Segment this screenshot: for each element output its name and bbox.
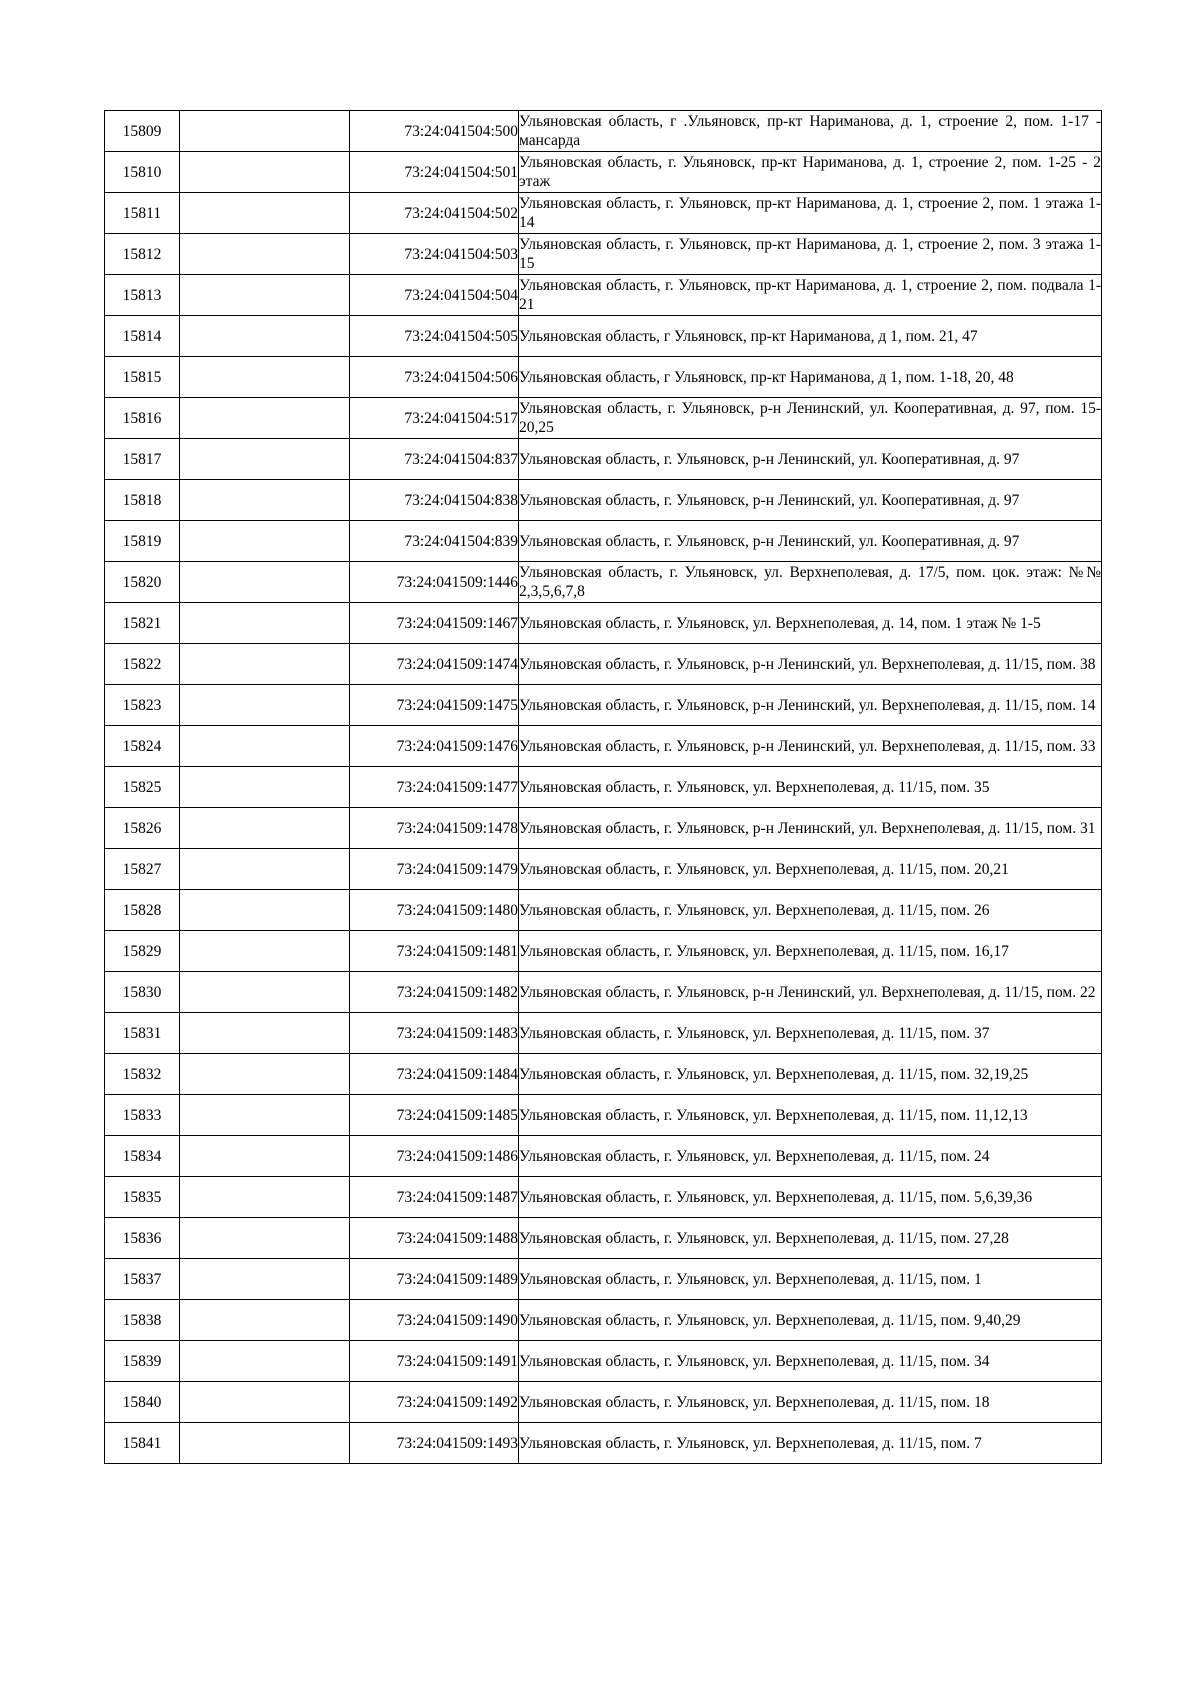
address-text: Ульяновская область, г. Ульяновск, ул. Верхнеполевая, д. 11/15, пом. 16,17 xyxy=(519,942,1009,960)
row-number-cell: 15839 xyxy=(105,1341,180,1382)
table-row xyxy=(105,890,1102,931)
empty-cell xyxy=(180,562,350,603)
address-text: Ульяновская область, г. Ульяновск, р-н Ленинский, ул. Верхнеполевая, д. 11/15, пом. 22 xyxy=(519,983,1096,1001)
cadastral-number-cell: 73:24:041504:500 xyxy=(350,111,519,152)
empty-cell xyxy=(180,685,350,726)
address-text: Ульяновская область, г. Ульяновск, ул. Верхнеполевая, д. 11/15, пом. 20,21 xyxy=(519,860,1009,878)
table-row xyxy=(105,931,1102,972)
row-number-cell: 15816 xyxy=(105,398,180,439)
cadastral-number-cell: 73:24:041509:1446 xyxy=(350,562,519,603)
empty-cell xyxy=(180,357,350,398)
address-text: Ульяновская область, г. Ульяновск, ул. Верхнеполевая, д. 11/15, пом. 37 xyxy=(519,1024,990,1042)
address-cell xyxy=(519,521,1102,562)
empty-cell xyxy=(180,808,350,849)
cadastral-number-cell: 73:24:041509:1485 xyxy=(350,1095,519,1136)
empty-cell xyxy=(180,1054,350,1095)
empty-cell xyxy=(180,521,350,562)
row-number-cell: 15840 xyxy=(105,1382,180,1423)
cadastral-number-cell: 73:24:041509:1493 xyxy=(350,1423,519,1464)
address-text: Ульяновская область, г. Ульяновск, пр-кт Нариманова, д. 1, строение 2, пом. 1-25 - 2 этаж xyxy=(519,154,1101,190)
row-number-cell: 15823 xyxy=(105,685,180,726)
row-number-cell: 15820 xyxy=(105,562,180,603)
address-text: Ульяновская область, г. Ульяновск, ул. Верхнеполевая, д. 11/15, пом. 5,6,39,36 xyxy=(519,1188,1033,1206)
address-cell xyxy=(519,316,1102,357)
cadastral-number-cell: 73:24:041509:1490 xyxy=(350,1300,519,1341)
row-number-cell: 15813 xyxy=(105,275,180,316)
table-row xyxy=(105,152,1102,193)
row-number-cell: 15822 xyxy=(105,644,180,685)
empty-cell xyxy=(180,316,350,357)
address-text: Ульяновская область, г. Ульяновск, р-н Ленинский, ул. Верхнеполевая, д. 11/15, пом. 38 xyxy=(519,655,1096,673)
row-number-cell: 15829 xyxy=(105,931,180,972)
empty-cell xyxy=(180,1341,350,1382)
row-number-cell: 15831 xyxy=(105,1013,180,1054)
address-cell xyxy=(519,398,1102,439)
address-cell xyxy=(519,1341,1102,1382)
cadastral-number-cell: 73:24:041509:1486 xyxy=(350,1136,519,1177)
table-row xyxy=(105,521,1102,562)
table-row xyxy=(105,1382,1102,1423)
row-number-cell: 15834 xyxy=(105,1136,180,1177)
empty-cell xyxy=(180,1300,350,1341)
address-text: Ульяновская область, г. Ульяновск, р-н Ленинский, ул. Кооперативная, д. 97 xyxy=(519,450,1020,468)
address-cell xyxy=(519,1423,1102,1464)
table-row xyxy=(105,1218,1102,1259)
address-text: Ульяновская область, г .Ульяновск, пр-кт Нариманова, д. 1, строение 2, пом. 1-17 - мансарда xyxy=(519,113,1101,149)
address-cell xyxy=(519,1218,1102,1259)
row-number-cell: 15812 xyxy=(105,234,180,275)
table-row xyxy=(105,1136,1102,1177)
cadastral-number-cell: 73:24:041509:1478 xyxy=(350,808,519,849)
table-row xyxy=(105,357,1102,398)
empty-cell xyxy=(180,603,350,644)
table-row xyxy=(105,644,1102,685)
address-text: Ульяновская область, г. Ульяновск, р-н Ленинский, ул. Кооперативная, д. 97 xyxy=(519,532,1020,550)
address-text: Ульяновская область, г. Ульяновск, ул. Верхнеполевая, д. 14, пом. 1 этаж № 1-5 xyxy=(519,614,1041,632)
cadastral-number-cell: 73:24:041504:838 xyxy=(350,480,519,521)
row-number-cell: 15815 xyxy=(105,357,180,398)
address-text: Ульяновская область, г. Ульяновск, пр-кт Нариманова, д. 1, строение 2, пом. подвала 1-21 xyxy=(519,277,1101,313)
table-row xyxy=(105,480,1102,521)
row-number-cell: 15841 xyxy=(105,1423,180,1464)
cadastral-number-cell: 73:24:041504:503 xyxy=(350,234,519,275)
cadastral-number-cell: 73:24:041509:1487 xyxy=(350,1177,519,1218)
table-row xyxy=(105,1259,1102,1300)
address-cell xyxy=(519,357,1102,398)
address-text: Ульяновская область, г. Ульяновск, р-н Ленинский, ул. Верхнеполевая, д. 11/15, пом. 33 xyxy=(519,737,1096,755)
address-cell xyxy=(519,972,1102,1013)
address-text: Ульяновская область, г. Ульяновск, ул. Верхнеполевая, д. 11/15, пом. 35 xyxy=(519,778,990,796)
empty-cell xyxy=(180,1382,350,1423)
address-text: Ульяновская область, г. Ульяновск, ул. Верхнеполевая, д. 11/15, пом. 27,28 xyxy=(519,1229,1009,1247)
empty-cell xyxy=(180,152,350,193)
table-row xyxy=(105,193,1102,234)
address-cell xyxy=(519,275,1102,316)
table-row xyxy=(105,603,1102,644)
cadastral-number-cell: 73:24:041504:837 xyxy=(350,439,519,480)
address-cell xyxy=(519,685,1102,726)
row-number-cell: 15814 xyxy=(105,316,180,357)
row-number-cell: 15836 xyxy=(105,1218,180,1259)
row-number-cell: 15809 xyxy=(105,111,180,152)
cadastral-number-cell: 73:24:041509:1481 xyxy=(350,931,519,972)
address-cell xyxy=(519,890,1102,931)
table-row xyxy=(105,849,1102,890)
table-row xyxy=(105,726,1102,767)
table-row xyxy=(105,1423,1102,1464)
empty-cell xyxy=(180,1423,350,1464)
table-row xyxy=(105,972,1102,1013)
address-text: Ульяновская область, г. Ульяновск, ул. Верхнеполевая, д. 11/15, пом. 26 xyxy=(519,901,990,919)
empty-cell xyxy=(180,275,350,316)
table-row xyxy=(105,1013,1102,1054)
table-row xyxy=(105,111,1102,152)
empty-cell xyxy=(180,644,350,685)
row-number-cell: 15830 xyxy=(105,972,180,1013)
empty-cell xyxy=(180,849,350,890)
empty-cell xyxy=(180,193,350,234)
address-cell xyxy=(519,767,1102,808)
address-text: Ульяновская область, г. Ульяновск, ул. Верхнеполевая, д. 11/15, пом. 34 xyxy=(519,1352,990,1370)
address-text: Ульяновская область, г. Ульяновск, ул. Верхнеполевая, д. 11/15, пом. 1 xyxy=(519,1270,982,1288)
row-number-cell: 15810 xyxy=(105,152,180,193)
address-cell xyxy=(519,1095,1102,1136)
row-number-cell: 15835 xyxy=(105,1177,180,1218)
table-row xyxy=(105,808,1102,849)
table-row xyxy=(105,398,1102,439)
address-cell xyxy=(519,644,1102,685)
empty-cell xyxy=(180,890,350,931)
cadastral-number-cell: 73:24:041504:502 xyxy=(350,193,519,234)
address-text: Ульяновская область, г. Ульяновск, ул. Верхнеполевая, д. 17/5, пом. цок. этаж: №№ 2,3,5,6,7,8 xyxy=(519,564,1101,600)
address-cell xyxy=(519,480,1102,521)
row-number-cell: 15811 xyxy=(105,193,180,234)
address-cell xyxy=(519,439,1102,480)
row-number-cell: 15821 xyxy=(105,603,180,644)
address-cell xyxy=(519,152,1102,193)
table-row xyxy=(105,767,1102,808)
cadastral-number-cell: 73:24:041509:1482 xyxy=(350,972,519,1013)
empty-cell xyxy=(180,1259,350,1300)
address-cell xyxy=(519,849,1102,890)
registry-table xyxy=(104,110,1102,1464)
address-text: Ульяновская область, г. Ульяновск, ул. Верхнеполевая, д. 11/15, пом. 11,12,13 xyxy=(519,1106,1028,1124)
address-cell xyxy=(519,1382,1102,1423)
address-text: Ульяновская область, г. Ульяновск, р-н Ленинский, ул. Кооперативная, д. 97 xyxy=(519,491,1020,509)
cadastral-number-cell: 73:24:041509:1479 xyxy=(350,849,519,890)
cadastral-number-cell: 73:24:041509:1488 xyxy=(350,1218,519,1259)
cadastral-number-cell: 73:24:041509:1492 xyxy=(350,1382,519,1423)
address-text: Ульяновская область, г. Ульяновск, ул. Верхнеполевая, д. 11/15, пом. 32,19,25 xyxy=(519,1065,1029,1083)
table-row xyxy=(105,1054,1102,1095)
row-number-cell: 15828 xyxy=(105,890,180,931)
cadastral-number-cell: 73:24:041504:839 xyxy=(350,521,519,562)
cadastral-number-cell: 73:24:041509:1489 xyxy=(350,1259,519,1300)
empty-cell xyxy=(180,111,350,152)
table-row xyxy=(105,439,1102,480)
address-cell xyxy=(519,1013,1102,1054)
address-text: Ульяновская область, г Ульяновск, пр-кт Нариманова, д 1, пом. 21, 47 xyxy=(519,327,978,345)
cadastral-number-cell: 73:24:041504:501 xyxy=(350,152,519,193)
table-row xyxy=(105,1341,1102,1382)
address-text: Ульяновская область, г. Ульяновск, ул. Верхнеполевая, д. 11/15, пом. 9,40,29 xyxy=(519,1311,1021,1329)
row-number-cell: 15824 xyxy=(105,726,180,767)
cadastral-number-cell: 73:24:041509:1483 xyxy=(350,1013,519,1054)
row-number-cell: 15837 xyxy=(105,1259,180,1300)
address-text: Ульяновская область, г. Ульяновск, ул. Верхнеполевая, д. 11/15, пом. 24 xyxy=(519,1147,990,1165)
empty-cell xyxy=(180,1177,350,1218)
address-cell xyxy=(519,562,1102,603)
cadastral-number-cell: 73:24:041509:1477 xyxy=(350,767,519,808)
row-number-cell: 15827 xyxy=(105,849,180,890)
empty-cell xyxy=(180,972,350,1013)
address-cell xyxy=(519,1300,1102,1341)
cadastral-number-cell: 73:24:041504:505 xyxy=(350,316,519,357)
cadastral-number-cell: 73:24:041509:1491 xyxy=(350,1341,519,1382)
table-row xyxy=(105,316,1102,357)
cadastral-number-cell: 73:24:041504:504 xyxy=(350,275,519,316)
address-cell xyxy=(519,1259,1102,1300)
address-cell xyxy=(519,603,1102,644)
address-cell xyxy=(519,1177,1102,1218)
address-text: Ульяновская область, г. Ульяновск, пр-кт Нариманова, д. 1, строение 2, пом. 1 этажа 1-14 xyxy=(519,195,1101,231)
row-number-cell: 15817 xyxy=(105,439,180,480)
table-row xyxy=(105,1095,1102,1136)
address-cell xyxy=(519,1136,1102,1177)
registry-table-body xyxy=(105,111,1102,1464)
cadastral-number-cell: 73:24:041509:1474 xyxy=(350,644,519,685)
empty-cell xyxy=(180,234,350,275)
empty-cell xyxy=(180,1136,350,1177)
cadastral-number-cell: 73:24:041509:1467 xyxy=(350,603,519,644)
empty-cell xyxy=(180,398,350,439)
empty-cell xyxy=(180,767,350,808)
row-number-cell: 15826 xyxy=(105,808,180,849)
cadastral-number-cell: 73:24:041509:1480 xyxy=(350,890,519,931)
address-cell xyxy=(519,111,1102,152)
table-row xyxy=(105,1177,1102,1218)
address-cell xyxy=(519,193,1102,234)
empty-cell xyxy=(180,726,350,767)
address-text: Ульяновская область, г. Ульяновск, пр-кт Нариманова, д. 1, строение 2, пом. 3 этажа 1-15 xyxy=(519,236,1101,272)
table-row xyxy=(105,685,1102,726)
cadastral-number-cell: 73:24:041509:1484 xyxy=(350,1054,519,1095)
cadastral-number-cell: 73:24:041504:506 xyxy=(350,357,519,398)
cadastral-number-cell: 73:24:041509:1475 xyxy=(350,685,519,726)
table-row xyxy=(105,562,1102,603)
address-text: Ульяновская область, г. Ульяновск, ул. Верхнеполевая, д. 11/15, пом. 18 xyxy=(519,1393,990,1411)
row-number-cell: 15818 xyxy=(105,480,180,521)
address-cell xyxy=(519,931,1102,972)
address-text: Ульяновская область, г Ульяновск, пр-кт Нариманова, д 1, пом. 1-18, 20, 48 xyxy=(519,368,1014,386)
empty-cell xyxy=(180,439,350,480)
empty-cell xyxy=(180,1095,350,1136)
table-row xyxy=(105,275,1102,316)
cadastral-number-cell: 73:24:041509:1476 xyxy=(350,726,519,767)
address-cell xyxy=(519,1054,1102,1095)
row-number-cell: 15833 xyxy=(105,1095,180,1136)
row-number-cell: 15825 xyxy=(105,767,180,808)
empty-cell xyxy=(180,1013,350,1054)
empty-cell xyxy=(180,480,350,521)
address-text: Ульяновская область, г. Ульяновск, р-н Ленинский, ул. Верхнеполевая, д. 11/15, пом. 31 xyxy=(519,819,1096,837)
empty-cell xyxy=(180,1218,350,1259)
address-cell xyxy=(519,808,1102,849)
row-number-cell: 15819 xyxy=(105,521,180,562)
address-text: Ульяновская область, г. Ульяновск, р-н Ленинский, ул. Верхнеполевая, д. 11/15, пом. 14 xyxy=(519,696,1096,714)
cadastral-number-cell: 73:24:041504:517 xyxy=(350,398,519,439)
table-row xyxy=(105,234,1102,275)
address-cell xyxy=(519,726,1102,767)
table-row xyxy=(105,1300,1102,1341)
row-number-cell: 15832 xyxy=(105,1054,180,1095)
empty-cell xyxy=(180,931,350,972)
address-cell xyxy=(519,234,1102,275)
address-text: Ульяновская область, г. Ульяновск, р-н Ленинский, ул. Кооперативная, д. 97, пом. 15-20,25 xyxy=(519,400,1101,436)
address-text: Ульяновская область, г. Ульяновск, ул. Верхнеполевая, д. 11/15, пом. 7 xyxy=(519,1434,982,1452)
row-number-cell: 15838 xyxy=(105,1300,180,1341)
